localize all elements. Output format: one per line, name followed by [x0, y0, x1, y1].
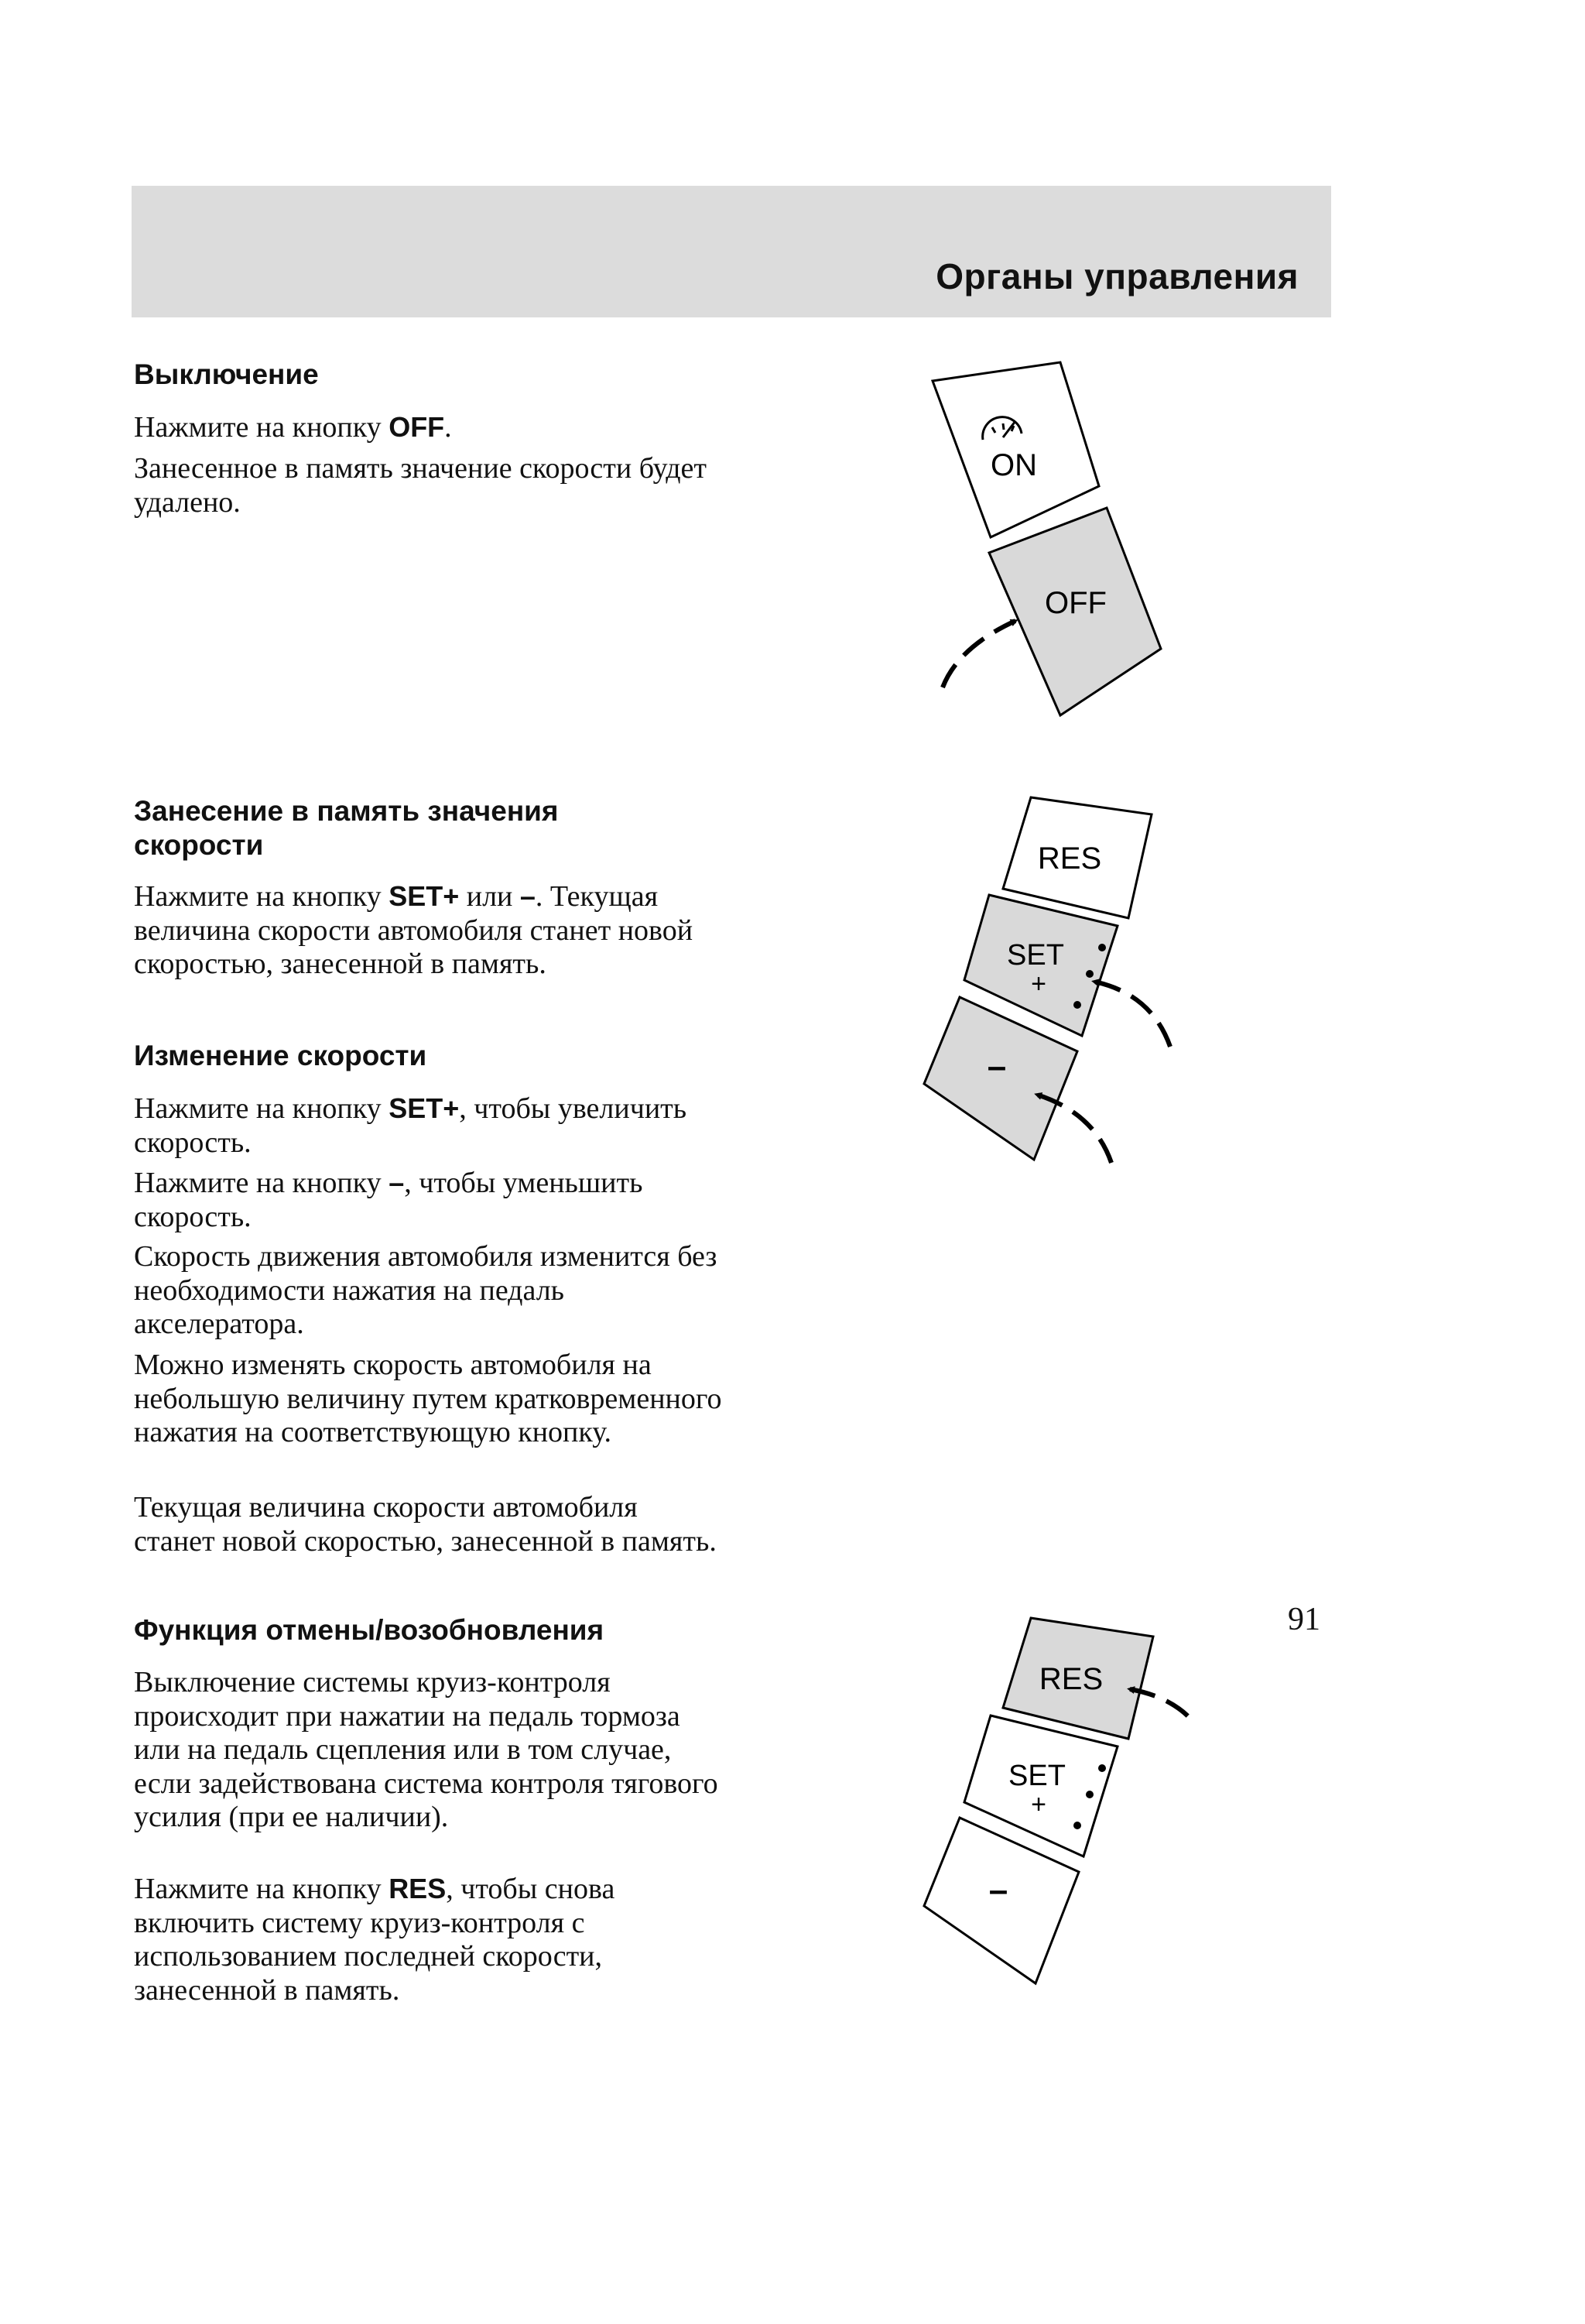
set-label: SET [1007, 939, 1064, 972]
change-speed-paragraph-5: Текущая величина скорости автомобиля станет новой скоростью, занесенной в память. [134, 1491, 717, 1558]
set-plus-key-label: SET+ [389, 880, 460, 912]
off-paragraph-1: Нажмите на кнопку OFF. [134, 411, 452, 444]
res-label: RES [1039, 1662, 1104, 1696]
minus-key-label: – [389, 1167, 405, 1198]
minus-key-label: – [519, 880, 536, 912]
off-paragraph-2: Занесенное в память значение скорости будет удалено. [134, 452, 707, 519]
dot-indicator [1086, 1791, 1094, 1798]
dot-indicator [1086, 970, 1094, 978]
res-illustration [913, 1602, 1192, 2013]
change-speed-paragraph-1: Нажмите на кнопку SET+, чтобы увеличить скорость. [134, 1092, 687, 1159]
header-band [132, 186, 1331, 317]
plus-label: + [1031, 1790, 1046, 1819]
cancel-resume-paragraph-2: Нажмите на кнопку RES, чтобы снова включить систему круиз-контроля с использованием последней скорости, занесенной в память. [134, 1873, 615, 2007]
plus-label: + [1031, 969, 1046, 999]
minus-label: – [987, 1047, 1007, 1085]
section-heading-cancel-resume: Функция отмены/возобновления [134, 1614, 604, 1646]
cancel-resume-paragraph-1: Выключение системы круиз-контроля происходит при нажатии на педаль тормоза или на педаль сцепления или в том случае, если задействована система контроля тягового усилия (при ее наличии). [134, 1666, 718, 1833]
set-minus-illustration [913, 782, 1192, 1192]
res-label: RES [1037, 842, 1102, 876]
res-key-label: RES [389, 1873, 447, 1904]
minus-label: – [988, 1871, 1008, 1909]
change-speed-paragraph-4: Можно изменять скорость автомобиля на небольшую величину путем кратковременного нажатия на соответствующую кнопку. [134, 1349, 722, 1448]
off-label: OFF [1045, 586, 1107, 620]
change-speed-paragraph-3: Скорость движения автомобиля изменится без необходимости нажатия на педаль акселератора. [134, 1240, 717, 1340]
set-memory-paragraph: Нажмите на кнопку SET+ или –. Текущая величина скорости автомобиля станет новой скоростью, занесенной в память. [134, 880, 693, 980]
on-label: ON [991, 448, 1037, 482]
dot-indicator [1098, 944, 1106, 951]
press-arrow [943, 621, 1015, 687]
press-arrow [1094, 982, 1170, 1047]
set-plus-key-label: SET+ [389, 1092, 460, 1124]
page-title: Органы управления [936, 256, 1299, 296]
on-off-switch-illustration [913, 348, 1192, 735]
page-number: 91 [1288, 1602, 1320, 1637]
section-heading-set-memory: Занесение в память значения скорости [134, 795, 559, 861]
dot-indicator [1073, 1822, 1081, 1829]
off-key-label: OFF [389, 411, 445, 443]
set-label: SET [1008, 1760, 1066, 1792]
section-heading-off: Выключение [134, 358, 319, 390]
dot-indicator [1073, 1001, 1081, 1009]
section-heading-change-speed: Изменение скорости [134, 1040, 427, 1071]
dot-indicator [1098, 1764, 1106, 1772]
change-speed-paragraph-2: Нажмите на кнопку –, чтобы уменьшить скорость. [134, 1167, 643, 1233]
